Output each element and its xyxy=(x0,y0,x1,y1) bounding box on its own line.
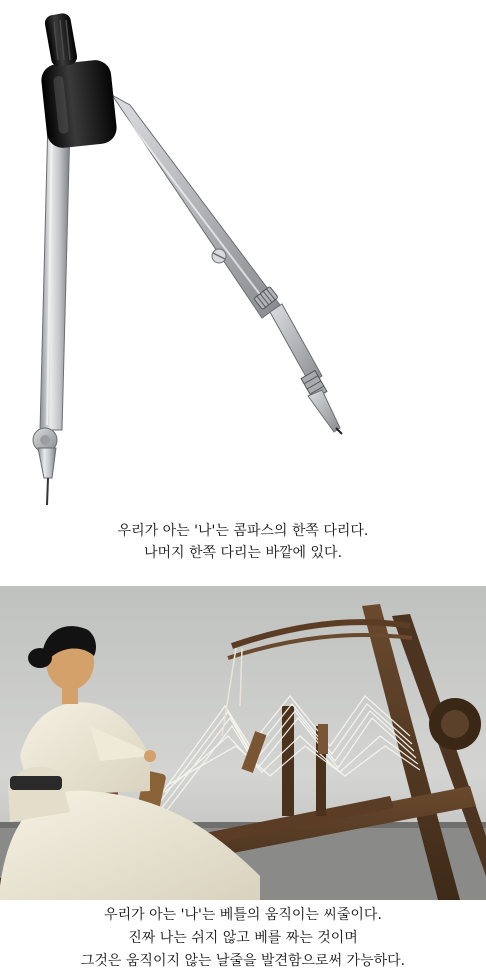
caption-top xyxy=(0,520,486,564)
caption-top-line-1: 우리가 아는 '나'는 콤파스의 한쪽 다리다. xyxy=(117,523,369,539)
caption-top-line-2: 나머지 한쪽 다리는 바깥에 있다. xyxy=(143,545,343,561)
caption-bottom-line-3: 그것은 움직이지 않는 날줄을 발견함으로써 가능하다. xyxy=(80,953,406,969)
loom-illustration xyxy=(0,586,486,900)
compass-head xyxy=(40,59,118,150)
caption-bottom-line-2: 진짜 나는 쉬지 않고 베를 짜는 것이며 xyxy=(128,930,358,946)
compass-right-leg xyxy=(112,95,280,318)
compass-grip xyxy=(44,12,79,68)
compass-left-leg xyxy=(40,118,70,430)
loom-photo xyxy=(0,586,486,900)
caption-bottom xyxy=(0,904,486,973)
compass-needle xyxy=(47,478,48,505)
caption-bottom-line-1: 우리가 아는 '나'는 베틀의 움직이는 씨줄이다. xyxy=(104,907,382,923)
